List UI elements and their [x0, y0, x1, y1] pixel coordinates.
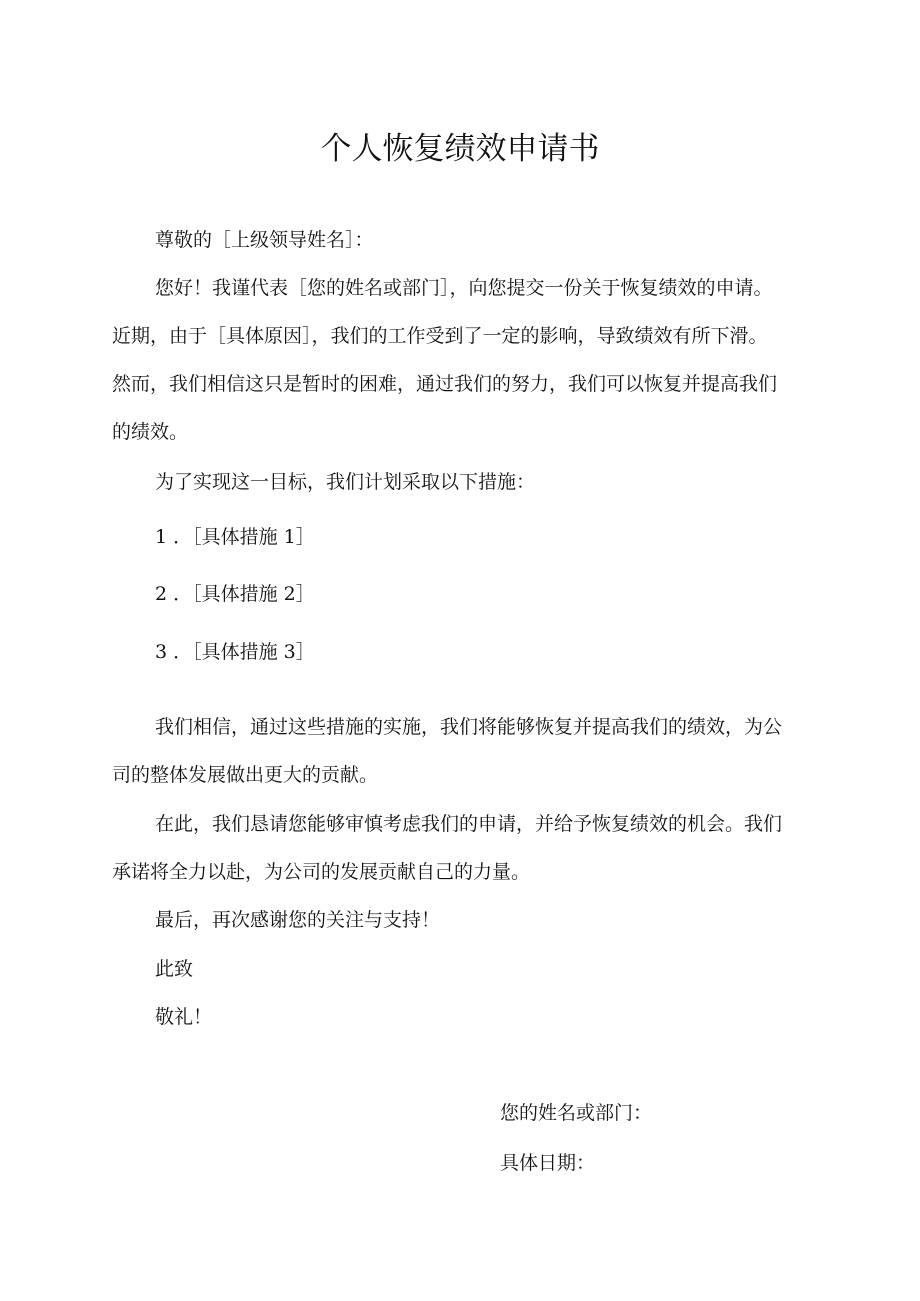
- paragraph2-line2: 司的整体发展做出更大的贡献。: [112, 764, 379, 786]
- paragraph3-line2: 承诺将全力以赴，为公司的发展贡献自己的力量。: [112, 861, 531, 883]
- closing-line-2: 敬礼！: [155, 1006, 213, 1028]
- paragraph1-line1: 您好！我谨代表［您的姓名或部门］，向您提交一份关于恢复绩效的申请。: [155, 277, 773, 299]
- paragraph1-line2: 近期，由于［具体原因］，我们的工作受到了一定的影响，导致绩效有所下滑。: [112, 325, 768, 347]
- signature-date: 具体日期：: [500, 1152, 596, 1174]
- paragraph1-line4: 的绩效。: [112, 421, 189, 443]
- measure-item-1: 1 ．［具体措施 1］: [155, 526, 315, 548]
- document-title: 个人恢复绩效申请书: [320, 131, 600, 167]
- salutation: 尊敬的［上级领导姓名］：: [155, 229, 374, 251]
- paragraph1-line3: 然而，我们相信这只是暂时的困难，通过我们的努力，我们可以恢复并提高我们: [112, 373, 778, 395]
- paragraph2-line1: 我们相信，通过这些措施的实施，我们将能够恢复并提高我们的绩效，为公: [155, 716, 783, 738]
- measures-intro: 为了实现这一目标，我们计划采取以下措施：: [155, 471, 536, 493]
- closing-line-1: 此致: [155, 958, 194, 980]
- measure-item-2: 2 ．［具体措施 2］: [155, 583, 315, 605]
- thanks-line: 最后，再次感谢您的关注与支持！: [155, 909, 441, 931]
- paragraph3-line1: 在此，我们恳请您能够审慎考虑我们的申请，并给予恢复绩效的机会。我们: [155, 813, 783, 835]
- measure-item-3: 3 ．［具体措施 3］: [155, 641, 315, 663]
- signature-name: 您的姓名或部门：: [500, 1102, 653, 1124]
